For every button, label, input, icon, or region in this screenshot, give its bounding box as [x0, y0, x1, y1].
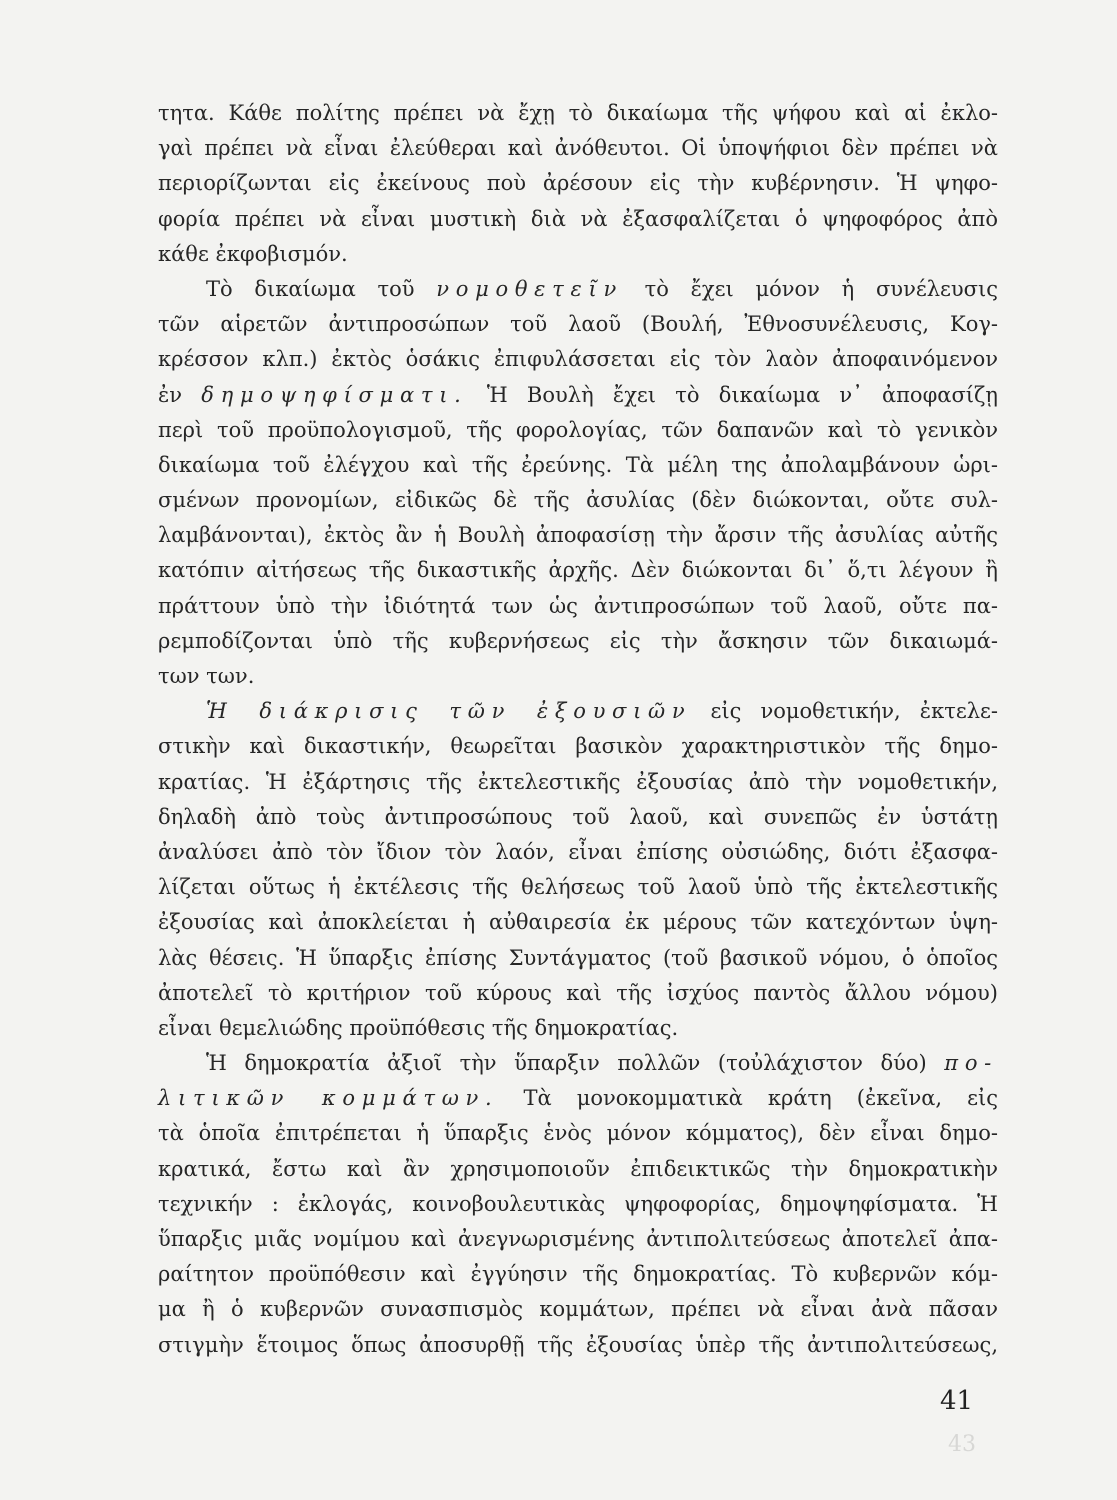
text-line: κατόπιν αἰτήσεως τῆς δικαστικῆς ἀρχῆς. Δὲν διώκονται δι᾿ ὅ,τι λέγουν ἢ	[158, 558, 998, 583]
text-line: των των.	[158, 664, 255, 688]
line-post: Ἡ Βουλὴ ἔχει τὸ δικαίωμα ν᾿ ἀποφασίζῃ	[467, 382, 998, 407]
text-line: κάθε ἐκφοβισμόν.	[158, 241, 348, 266]
text-line: σμένων προνομίων, εἰδικῶς δὲ τῆς ἀσυλίας (δὲν διώκονται, οὔτε συλ-	[158, 488, 998, 513]
line-pre: Ἡ δημοκρατία ἀξιοῖ τὴν ὕπαρξιν πολλῶν (τοὐλάχιστον δύο)	[206, 1051, 945, 1076]
text-line: λὰς θέσεις. Ἡ ὕπαρξις ἐπίσης Συντάγματος (τοῦ βασικοῦ νόμου, ὁ ὁποῖος	[158, 945, 998, 970]
text-line: ἐξουσίας καὶ ἀποκλείεται ἡ αὐθαιρεσία ἐκ μέρους τῶν κατεχόντων ὑψη-	[158, 910, 998, 935]
text-line: ἀναλύσει ἀπὸ τὸν ἴδιον τὸν λαόν, εἶναι ἐπίσης οὐσιώδης, διότι ἐξασφα-	[158, 839, 998, 864]
line-pre: ἐν	[158, 382, 202, 407]
text-line: τητα. Κάθε πολίτης πρέπει νὰ ἔχῃ τὸ δικαίωμα τῆς ψήφου καὶ αἱ ἐκλο-	[158, 101, 998, 125]
text-line: τὰ ὁποῖα ἐπιτρέπεται ἡ ὕπαρξις ἑνὸς μόνον κόμματος), δὲν εἶναι δημο-	[158, 1121, 998, 1146]
text-line: μα ἢ ὁ κυβερνῶν συνασπισμὸς κομμάτων, πρέπει νὰ εἶναι ἀνὰ πᾶσαν	[158, 1297, 998, 1322]
text-line: εἶναι θεμελιώδης προϋπόθεσις τῆς δημοκρατίας.	[158, 1015, 679, 1040]
text-line: δηλαδὴ ἀπὸ τοὺς ἀντιπροσώπους τοῦ λαοῦ, καὶ συνεπῶς ἐν ὑστάτῃ	[158, 804, 998, 829]
line-post: εἰς νομοθετικήν, ἐκτελε-	[691, 699, 998, 724]
bleed-through-page-number: 43	[948, 1432, 976, 1457]
line-pre: Τὸ δικαίωμα τοῦ	[206, 276, 437, 301]
text-line: ὕπαρξις μιᾶς νομίμου καὶ ἀνεγνωρισμένης ἀντιπολιτεύσεως ἀποτελεῖ ἀπα-	[158, 1227, 998, 1251]
text-line: πράττουν ὑπὸ τὴν ἰδιότητά των ὡς ἀντιπροσώπων τοῦ λαοῦ, οὔτε πα-	[158, 593, 998, 618]
text-line: δικαίωμα τοῦ ἐλέγχου καὶ τῆς ἐρεύνης. Τὰ μέλη της ἀπολαμβάνουν ὡρι-	[158, 452, 998, 477]
paragraph-start-line	[158, 694, 998, 729]
text-line: λαμβάνονται), ἐκτὸς ἂν ἡ Βουλὴ ἀποφασίσῃ τὴν ἄρσιν τῆς ἀσυλίας αὐτῆς	[158, 523, 998, 548]
text-line: φορία πρέπει νὰ εἶναι μυστικὴ διὰ νὰ ἐξασφαλίζεται ὁ ψηφοφόρος ἀπὸ	[158, 206, 998, 231]
spaced-emphasis: νομοθετεῖν	[436, 276, 623, 301]
text-line: κρέσσον κλπ.) ἐκτὸς ὁσάκις ἐπιφυλάσσεται εἰς τὸν λαὸν ἀποφαινόμενον	[158, 347, 998, 372]
spaced-emphasis: Ἡ διάκρισις τῶν ἐξουσιῶν	[206, 699, 692, 724]
text-line	[158, 378, 998, 413]
text-line: ραίτητον προϋπόθεσιν καὶ ἐγγύησιν τῆς δημοκρατίας. Τὸ κυβερνῶν κόμ-	[158, 1262, 998, 1287]
text-line: ρεμποδίζονται ὑπὸ τῆς κυβερνήσεως εἰς τὴν ἄσκησιν τῶν δικαιωμά-	[158, 628, 998, 653]
text-line: στικὴν καὶ δικαστικήν, θεωρεῖται βασικὸν χαρακτηριστικὸν τῆς δημο-	[158, 734, 998, 759]
text-line: περιορίζωνται εἰς ἐκείνους ποὺ ἀρέσουν εἰς τὴν κυβέρνησιν. Ἡ ψηφο-	[158, 171, 998, 196]
paragraph-start-line	[158, 1046, 998, 1081]
text-line: τῶν αἱρετῶν ἀντιπροσώπων τοῦ λαοῦ (Βουλή, Ἐθνοσυνέλευσις, Κογ-	[158, 312, 998, 337]
text-line: γαὶ πρέπει νὰ εἶναι ἐλεύθεραι καὶ ἀνόθευτοι. Οἱ ὑποψήφιοι δὲν πρέπει νὰ	[158, 136, 998, 161]
text-line: λίζεται οὕτως ἡ ἐκτέλεσις τῆς θελήσεως τοῦ λαοῦ ὑπὸ τῆς ἐκτελεστικῆς	[158, 875, 998, 900]
spaced-emphasis: δημοψηφίσματι.	[201, 382, 468, 407]
line-post: Τὰ μονοκομματικὰ κράτη (ἐκεῖνα, εἰς	[498, 1086, 998, 1111]
text-line: περὶ τοῦ προϋπολογισμοῦ, τῆς φορολογίας, τῶν δαπανῶν καὶ τὸ γενικὸν	[158, 417, 998, 442]
spaced-emphasis: λιτικῶν κομμάτων.	[158, 1086, 499, 1111]
text-line: κρατίας. Ἡ ἐξάρτησις τῆς ἐκτελεστικῆς ἐξουσίας ἀπὸ τὴν νομοθετικήν,	[158, 769, 998, 794]
text-line	[158, 1081, 998, 1116]
text-line: ἀποτελεῖ τὸ κριτήριον τοῦ κύρους καὶ τῆς ἰσχύος παντὸς ἄλλου νόμου)	[158, 980, 998, 1005]
body-text	[158, 96, 998, 1363]
spaced-emphasis: πο-	[944, 1051, 998, 1076]
paragraph-start-line	[158, 272, 998, 307]
page-number: 41	[940, 1386, 974, 1416]
line-post: τὸ ἔχει μόνον ἡ συνέλευσις	[622, 276, 999, 301]
text-line: στιγμὴν ἕτοιμος ὅπως ἀποσυρθῇ τῆς ἐξουσίας ὑπὲρ τῆς ἀντιπολιτεύσεως,	[158, 1332, 998, 1357]
text-line: τεχνικήν : ἐκλογάς, κοινοβουλευτικὰς ψηφοφορίας, δημοψηφίσματα. Ἡ	[158, 1191, 998, 1216]
text-line: κρατικά, ἔστω καὶ ἂν χρησιμοποιοῦν ἐπιδεικτικῶς τὴν δημοκρατικὴν	[158, 1156, 998, 1181]
